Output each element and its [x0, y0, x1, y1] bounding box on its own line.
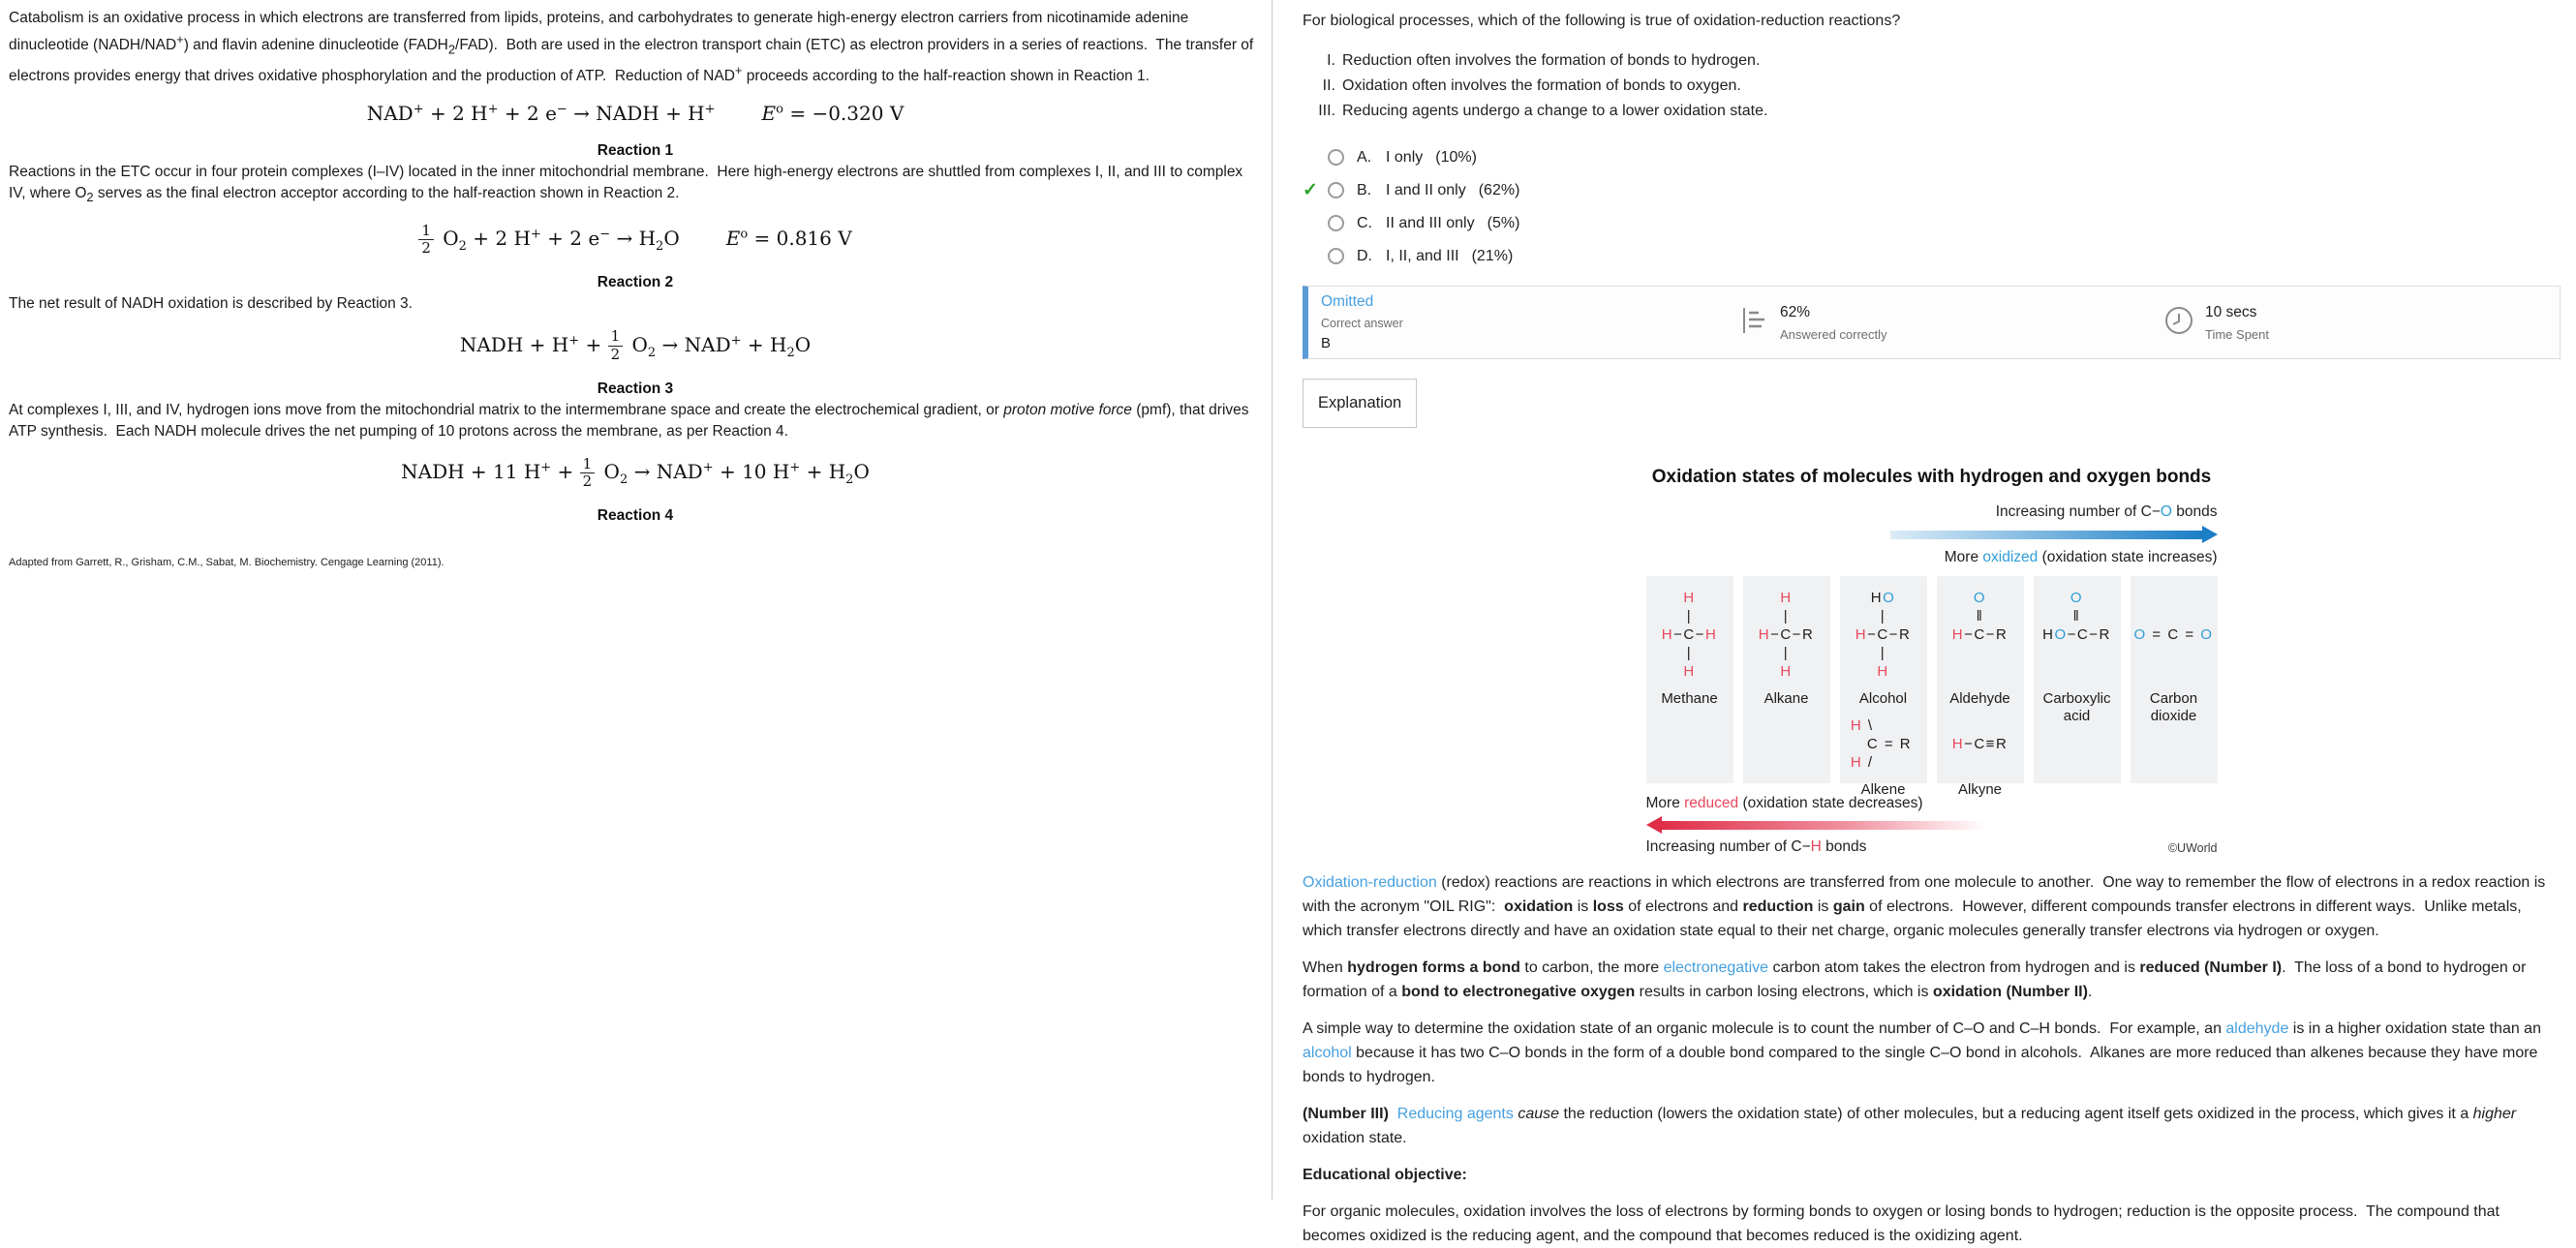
numeral-3-label: III. — [1318, 103, 1335, 119]
time-spent-label: Time Spent — [2205, 326, 2269, 342]
inline-link[interactable]: aldehyde — [2225, 1020, 2289, 1038]
option-c-letter: C. — [1357, 214, 1372, 231]
passage-paragraph-2: Reactions in the ETC occur in four protein complexes (I–IV) located in the inner mitochondrial membrane. Here high-energy electrons are shuttled from complexes I, II, and III to complex IV, where $O_2$ serves as the final electron acceptor according to the half-reaction shown in Reaction 2. — [9, 164, 1247, 205]
molecule-column-alkane — [1743, 576, 1830, 783]
molecule-structure-methane: H | H−C−H | H — [1661, 589, 1718, 680]
reaction-2-equation — [9, 221, 1262, 258]
numeral-1-label: I. — [1327, 52, 1335, 69]
molecule-label-alcohol: Alcohol — [1858, 689, 1908, 707]
oxidation-states-figure — [1646, 467, 2218, 856]
uworld-credit: ©UWorld — [2167, 840, 2218, 855]
explanation-paragraph-3: A simple way to determine the oxidation state of an organic molecule is to count the number of C–O and C–H bonds. For example, an aldehyde is in a higher oxidation state than an alcohol because it has two C–O bonds in the form of a double bond compared to the single C–O bond in alcohols. Alkanes are more reduced than alkenes because they have more bonds to hydrogen. — [1303, 1020, 2546, 1086]
molecule-structure-alkene: H \ C = R H / — [1839, 716, 1913, 771]
option-a-radio[interactable] — [1328, 149, 1344, 166]
explanation-paragraph-2: When hydrogen forms a bond to carbon, the more electronegative carbon atom takes the electron from hydrogen and is reduced (Number I). The loss of a bond to hydrogen or formation of a bond to electronegative oxygen results in carbon losing electrons, which is oxidation (Number II). — [1303, 959, 2530, 1001]
explanation-paragraph-1: Oxidation-reduction (redox) reactions are reactions in which electrons are transferred from one molecule to another. One way to remember the flow of electrons in a redox reaction is with the acronym "OIL RIG": oxidation is loss of electrons and reduction is gain of electrons. However, different compounds transfer electrons in different ways. Unlike metals, which transfer electrons directly and have an oxidation state equal to their net charge, organic molecules generally transfer electrons via hydrogen or oxygen. — [1303, 874, 2550, 940]
answer-options — [1303, 140, 2561, 272]
question-panel — [1273, 0, 2576, 1245]
result-stats-card — [1303, 286, 2561, 359]
numeral-2-label: II. — [1322, 77, 1335, 94]
correct-answer-label: Correct answer — [1321, 316, 1403, 330]
correct-answer-check-icon: ✓ — [1303, 179, 1318, 200]
numeral-2-text: Oxidation often involves the formation of bonds to oxygen. — [1342, 77, 1741, 94]
educational-objective-heading: Educational objective: — [1303, 1167, 1467, 1184]
figure-co-bonds-note: Increasing number of C−O bonds — [1995, 502, 2218, 520]
molecule-column-alcohol — [1839, 576, 1927, 798]
answered-correctly-percent: 62% — [1780, 304, 1811, 320]
reduction-arrow-icon — [1646, 816, 1987, 834]
correct-answer-value: B — [1321, 335, 1332, 351]
time-spent-block — [2162, 302, 2269, 341]
molecule-label-aldehyde: Aldehyde — [1949, 689, 2010, 707]
molecule-label-alkene: Alkene — [1860, 780, 1906, 798]
option-d-text: I, II, and III — [1386, 247, 1459, 264]
result-status-block — [1321, 294, 1403, 350]
option-b-percent: (62%) — [1478, 181, 1520, 198]
reaction-4-formula: NADH + 11 H+ + $\frac{1}{2}$ $O_2 \to NAD^+ + 10$ $H^+ + H_2O$ — [401, 454, 870, 491]
figure-ch-bonds-note: Increasing number of C−H bonds — [1645, 837, 1867, 855]
reaction-4-equation — [9, 454, 1262, 491]
option-c-radio[interactable] — [1328, 215, 1344, 231]
numeral-item-3 — [1303, 99, 2561, 124]
answered-correctly-block — [1737, 302, 1887, 341]
passage-panel — [0, 0, 1273, 1200]
molecule-structure-alcohol: HO | H−C−R | H — [1855, 589, 1912, 680]
reaction-3-label: Reaction 3 — [597, 380, 674, 397]
figure-more-reduced-note: More reduced (oxidation state decreases) — [1645, 794, 1923, 811]
bar-chart-icon — [1737, 302, 1772, 339]
molecule-structure-alkyne: H−C≡R — [1951, 735, 2009, 752]
molecule-column-carbon-dioxide — [2131, 576, 2218, 783]
reaction-1-equation — [9, 102, 1262, 125]
option-a[interactable] — [1303, 140, 2561, 173]
tab-explanation[interactable]: Explanation — [1303, 379, 1417, 428]
molecule-structure-carbon-dioxide: O = C = O — [2133, 625, 2214, 643]
inline-link[interactable]: alcohol — [1303, 1045, 1352, 1062]
numeral-item-1 — [1303, 48, 2561, 74]
option-b-text: I and II only — [1386, 181, 1466, 198]
option-d-radio[interactable] — [1328, 248, 1344, 264]
explanation-paragraph-4: (Number III) Reducing agents cause the reduction (lowers the oxidation state) of other molecules, but a reducing agent itself gets oxidized in the process, which gives it a higher oxidation state. — [1303, 1106, 2521, 1147]
inline-link[interactable]: Oxidation-reduction — [1303, 874, 1437, 892]
option-d[interactable] — [1303, 239, 2561, 272]
option-d-percent: (21%) — [1471, 247, 1514, 264]
clock-icon — [2162, 302, 2197, 339]
option-b[interactable] — [1303, 173, 2561, 206]
figure-more-oxidized-note: More oxidized (oxidation state increases) — [1944, 549, 2218, 566]
question-prompt: For biological processes, which of the following is true of oxidation-reduction reactions? — [1303, 13, 1901, 29]
reaction-1-formula: NAD+ + 2 H+ + 2 e− → NADH + H+ — [366, 102, 716, 126]
option-a-text: I only — [1386, 148, 1424, 166]
oxidation-arrow-icon — [1890, 526, 2218, 543]
reaction-3-equation — [9, 329, 1262, 363]
option-a-letter: A. — [1357, 148, 1372, 166]
reaction-2-formula: $\frac{1}{2}$ $O_2 + 2$ H+ + 2 $e^- \to H_2O$ — [418, 227, 679, 250]
option-b-letter: B. — [1357, 181, 1372, 198]
option-c-text: II and III only — [1386, 214, 1475, 231]
molecule-structure-alkane: H | H−C−R | H — [1758, 589, 1815, 680]
answered-correctly-label: Answered correctly — [1780, 326, 1887, 342]
inline-link[interactable]: electronegative — [1663, 959, 1769, 977]
molecule-column-carboxylic-acid — [2034, 576, 2121, 783]
reaction-2-potential: $E^o = 0.816$ V — [725, 227, 852, 251]
passage-citation: Adapted from Garrett, R., Grisham, C.M., Sabat, M. Biochemistry. Cengage Learning (2011). — [9, 557, 445, 568]
reaction-1-label: Reaction 1 — [597, 142, 674, 160]
option-b-radio[interactable] — [1328, 182, 1344, 198]
option-c-percent: (5%) — [1487, 214, 1520, 231]
molecule-column-aldehyde — [1937, 576, 2024, 798]
passage-paragraph-4: At complexes I, III, and IV, hydrogen ions move from the mitochondrial matrix to the intermembrane space and create the electrochemical gradient, or proton motive force (pmf), that drives ATP synthesis. Each NADH molecule drives the net pumping of 10 protons across the membrane, as per Reaction 4. — [9, 401, 1252, 440]
molecule-label-carbon-dioxide: Carbon dioxide — [2149, 689, 2198, 724]
molecule-structure-carboxylic-acid: O ‖ HO−C−R — [2042, 589, 2111, 643]
time-spent-value: 10 secs — [2205, 304, 2257, 320]
numeral-list — [1303, 48, 2561, 124]
molecule-column-methane — [1646, 576, 1733, 783]
molecule-structure-aldehyde: O ‖ H−C−R — [1951, 589, 2009, 643]
option-c[interactable] — [1303, 206, 2561, 239]
molecule-label-carboxylic-acid: Carboxylic acid — [2042, 689, 2111, 724]
numeral-3-text: Reducing agents undergo a change to a lower oxidation state. — [1342, 103, 1768, 119]
inline-link[interactable]: Reducing agents — [1396, 1106, 1514, 1123]
numeral-item-2 — [1303, 74, 2561, 99]
molecule-columns — [1646, 576, 2218, 798]
reaction-4-label: Reaction 4 — [597, 507, 674, 524]
explanation-text — [1303, 870, 2561, 1248]
reaction-1-potential: $E^o = -0.320$ V — [761, 102, 905, 126]
numeral-1-text: Reduction often involves the formation of bonds to hydrogen. — [1342, 52, 1761, 69]
option-a-percent: (10%) — [1435, 148, 1477, 166]
molecule-label-methane: Methane — [1661, 689, 1718, 707]
figure-title: Oxidation states of molecules with hydrogen and oxygen bonds — [1651, 467, 2212, 487]
option-d-letter: D. — [1357, 247, 1372, 264]
passage-paragraph-1: Catabolism is an oxidative process in which electrons are transferred from lipids, proteins, and carbohydrates to generate high-energy electron carriers from nicotinamide adenine dinucleotide (NADH/NAD+) and flavin adenine dinucleotide $(FADH_2/FAD)$. Both are used in the electron transport chain (ETC) as electron providers in a series of reactions. The transfer of electrons provides energy that drives oxidative phosphorylation and the production of ATP. Reduction of NAD+ proceeds according to the half-reaction shown in Reaction 1. — [9, 10, 1258, 85]
passage-paragraph-3: The net result of NADH oxidation is described by Reaction 3. — [9, 295, 413, 312]
molecule-label-alkane: Alkane — [1763, 689, 1809, 707]
status-omitted: Omitted — [1321, 293, 1374, 310]
reaction-3-formula: NADH + H+ + $\frac{1}{2}$ $O_2 \to NAD^+ + H_2O$ — [459, 327, 812, 363]
molecule-label-alkyne: Alkyne — [1957, 780, 2003, 798]
educational-objective-text: For organic molecules, oxidation involves the loss of electrons by forming bonds to oxygen or losing bonds to hydrogen; reduction is the opposite process. The compound that becomes oxidized is the reducing agent, and the compound that becomes reduced is the oxidizing agent. — [1303, 1203, 2504, 1245]
reaction-2-label: Reaction 2 — [597, 274, 674, 290]
